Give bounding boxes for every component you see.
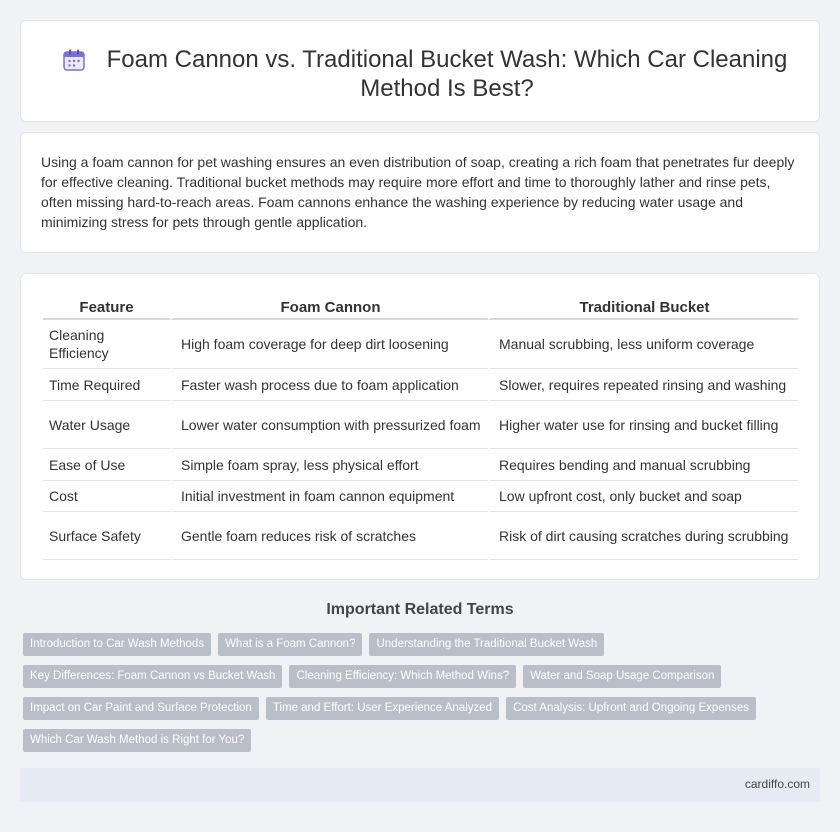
related-term-tag[interactable]: What is a Foam Cannon? bbox=[218, 633, 362, 656]
title-card bbox=[20, 20, 820, 122]
related-term-tag[interactable]: Time and Effort: User Experience Analyzed bbox=[266, 697, 499, 720]
feature-cell: Time Required bbox=[43, 369, 170, 401]
related-term-tag[interactable]: Cleaning Efficiency: Which Method Wins? bbox=[289, 665, 516, 688]
related-term-tag[interactable]: Key Differences: Foam Cannon vs Bucket Wash bbox=[23, 665, 282, 688]
foam-cannon-cell: Lower water consumption with pressurized foam bbox=[170, 401, 488, 449]
foam-cannon-cell: Faster wash process due to foam application bbox=[170, 369, 488, 401]
feature-cell: Surface Safety bbox=[43, 512, 170, 560]
traditional-bucket-cell: Slower, requires repeated rinsing and washing bbox=[488, 369, 798, 401]
title-wrap bbox=[61, 45, 789, 103]
related-term-tag[interactable]: Cost Analysis: Upfront and Ongoing Expenses bbox=[506, 697, 756, 720]
feature-cell: Water Usage bbox=[43, 401, 170, 449]
table-row bbox=[43, 481, 798, 512]
intro-card bbox=[20, 132, 820, 253]
table-header-row bbox=[43, 296, 798, 320]
footer bbox=[20, 768, 820, 802]
table-row bbox=[43, 401, 798, 449]
related-term-tag[interactable]: Which Car Wash Method is Right for You? bbox=[23, 729, 251, 752]
header-feature: Feature bbox=[43, 296, 170, 320]
traditional-bucket-cell: Low upfront cost, only bucket and soap bbox=[488, 481, 798, 512]
intro-paragraph: Using a foam cannon for pet washing ensures an even distribution of soap, creating a rich foam that penetrates fur deeply for effective cleaning. Traditional bucket methods may require more effort and time to thoroughly lather and rinse pets, often missing hard-to-reach areas. Foam cannons enhance the washing experience by reducing water usage and minimizing stress for pets through gentle application. bbox=[41, 154, 795, 230]
comparison-table bbox=[43, 296, 798, 560]
feature-cell: Ease of Use bbox=[43, 449, 170, 481]
table-row bbox=[43, 369, 798, 401]
related-term-tag[interactable]: Understanding the Traditional Bucket Wash bbox=[369, 633, 604, 656]
page-title: Foam Cannon vs. Traditional Bucket Wash: Which Car Cleaning Method Is Best? bbox=[106, 46, 788, 102]
related-term-tag[interactable]: Introduction to Car Wash Methods bbox=[23, 633, 211, 656]
foam-cannon-cell: Gentle foam reduces risk of scratches bbox=[170, 512, 488, 560]
table-row bbox=[43, 449, 798, 481]
related-term-tag[interactable]: Impact on Car Paint and Surface Protection bbox=[23, 697, 259, 720]
footer-site[interactable]: cardiffo.com bbox=[744, 777, 810, 791]
calendar-icon bbox=[61, 47, 87, 73]
foam-cannon-cell: Initial investment in foam cannon equipment bbox=[170, 481, 488, 512]
header-traditional-bucket: Traditional Bucket bbox=[488, 296, 798, 320]
traditional-bucket-cell: Higher water use for rinsing and bucket filling bbox=[488, 401, 798, 449]
traditional-bucket-cell: Manual scrubbing, less uniform coverage bbox=[488, 320, 798, 369]
feature-cell: Cleaning Efficiency bbox=[43, 320, 170, 369]
traditional-bucket-cell: Risk of dirt causing scratches during scrubbing bbox=[488, 512, 798, 560]
feature-cell: Cost bbox=[43, 481, 170, 512]
header-foam-cannon: Foam Cannon bbox=[170, 296, 488, 320]
related-terms-list bbox=[23, 633, 803, 752]
table-row bbox=[43, 512, 798, 560]
related-terms-title: Important Related Terms bbox=[326, 601, 514, 618]
foam-cannon-cell: Simple foam spray, less physical effort bbox=[170, 449, 488, 481]
table-row bbox=[43, 320, 798, 369]
comparison-card bbox=[20, 273, 820, 580]
foam-cannon-cell: High foam coverage for deep dirt loosening bbox=[170, 320, 488, 369]
related-term-tag[interactable]: Water and Soap Usage Comparison bbox=[523, 665, 721, 688]
traditional-bucket-cell: Requires bending and manual scrubbing bbox=[488, 449, 798, 481]
